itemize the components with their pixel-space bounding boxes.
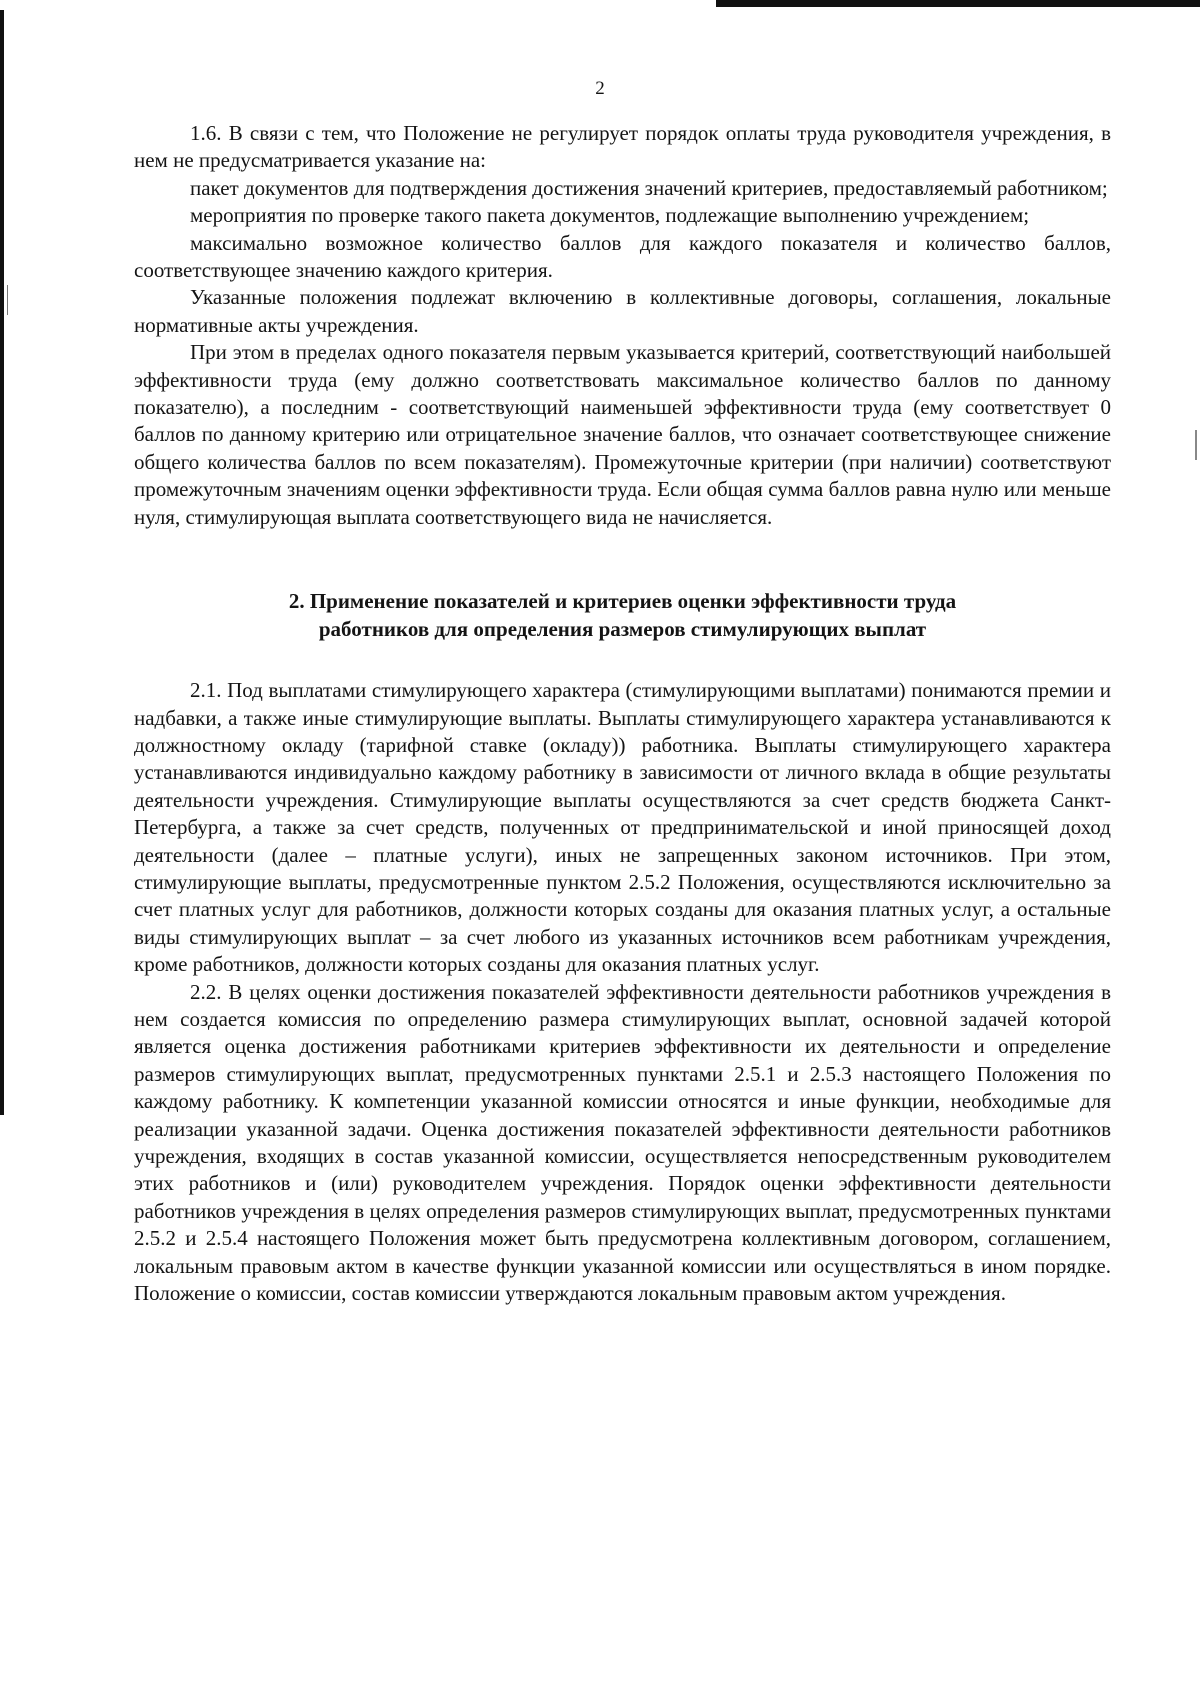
section-heading-line-2: работников для определения размеров стимулирующих выплат [318,617,927,642]
list-item-verification: мероприятия по проверке такого пакета документов, подлежащие выполнению учреждением; [190,203,1030,228]
scan-mark-right [1195,430,1197,460]
paragraph-provisions: Указанные положения подлежат включению в коллективные договоры, соглашения, локальные нормативные акты учреждения. [134,285,1111,337]
section-heading [134,587,1111,643]
scan-border-left [0,10,4,1115]
scan-mark-left [7,285,8,315]
page-number: 2 [595,78,605,99]
document-body [134,120,1111,1307]
paragraph-2-1: 2.1. Под выплатами стимулирующего характера (стимулирующими выплатами) понимаются премии и надбавки, а также иные стимулирующие выплаты. Выплаты стимулирующего характера устанавливаются к должностному окладу (тарифной ставке (окладу)) работника. Выплаты стимулирующего характера устанавливаются индивидуально каждому работнику в зависимости от личного вклада в общие результаты деятельности учреждения. Стимулирующие выплаты осуществляются за счет средств бюджета Санкт-Петербурга, а также за счет средств, полученных от предпринимательской и иной приносящей доход деятельности (далее – платные услуги), иных не запрещенных законом источников. При этом, стимулирующие выплаты, предусмотренные пунктом 2.5.2 Положения, осуществляются исключительно за счет платных услуг для работников, должности которых созданы для оказания платных услуг, а остальные виды стимулирующих выплат – за счет любого из указанных источников всем работникам учреждения, кроме работников, должности которых созданы для оказания платных услуг. [134,678,1111,977]
scan-border-top [716,0,1200,7]
paragraph-criteria-order: При этом в пределах одного показателя первым указывается критерий, соответствующий наибольшей эффективности труда (ему должно соответствовать максимальное количество баллов по данному показателю), а последним - соответствующий наименьшей эффективности труда (ему соответствует 0 баллов по данному критерию или отрицательное значение баллов, что означает соответствующее снижение общего количества баллов по всем показателям). Промежуточные критерии (при наличии) соответствуют промежуточным значениям оценки эффективности труда. Если общая сумма баллов равна нулю или меньше нуля, стимулирующая выплата соответствующего вида не начисляется. [134,340,1111,529]
paragraph-1-6: 1.6. В связи с тем, что Положение не регулирует порядок оплаты труда руководителя учреждения, в нем не предусматривается указание на: [134,121,1111,173]
list-item-max-points: максимально возможное количество баллов для каждого показателя и количество баллов, соответствующее значению каждого критерия. [134,230,1111,283]
section-heading-line-1: 2. Применение показателей и критериев оценки эффективности труда [288,589,957,614]
list-item-documents: пакет документов для подтверждения достижения значений критериев, предоставляемый работником; [190,175,1108,200]
paragraph-2-2: 2.2. В целях оценки достижения показателей эффективности деятельности работников учреждения в нем создается комиссия по определению размера стимулирующих выплат, основной задачей которой является оценка достижения работниками критериев эффективности их деятельности и определение размеров стимулирующих выплат, предусмотренных пунктами 2.5.1 и 2.5.3 настоящего Положения по каждому работнику. К компетенции указанной комиссии относятся и иные функции, необходимые для реализации указанной задачи. Оценка достижения показателей эффективности деятельности работников учреждения, входящих в состав указанной комиссии, осуществляется непосредственным руководителем этих работников и (или) руководителем учреждения. Порядок оценки эффективности деятельности работников учреждения в целях определения размеров стимулирующих выплат, предусмотренных пунктами 2.5.2 и 2.5.4 настоящего Положения может быть предусмотрена коллективным договором, соглашением, локальным правовым актом в качестве функции указанной комиссии или осуществляться в ином порядке. Положение о комиссии, состав комиссии утверждаются локальным правовым актом учреждения. [134,979,1111,1306]
